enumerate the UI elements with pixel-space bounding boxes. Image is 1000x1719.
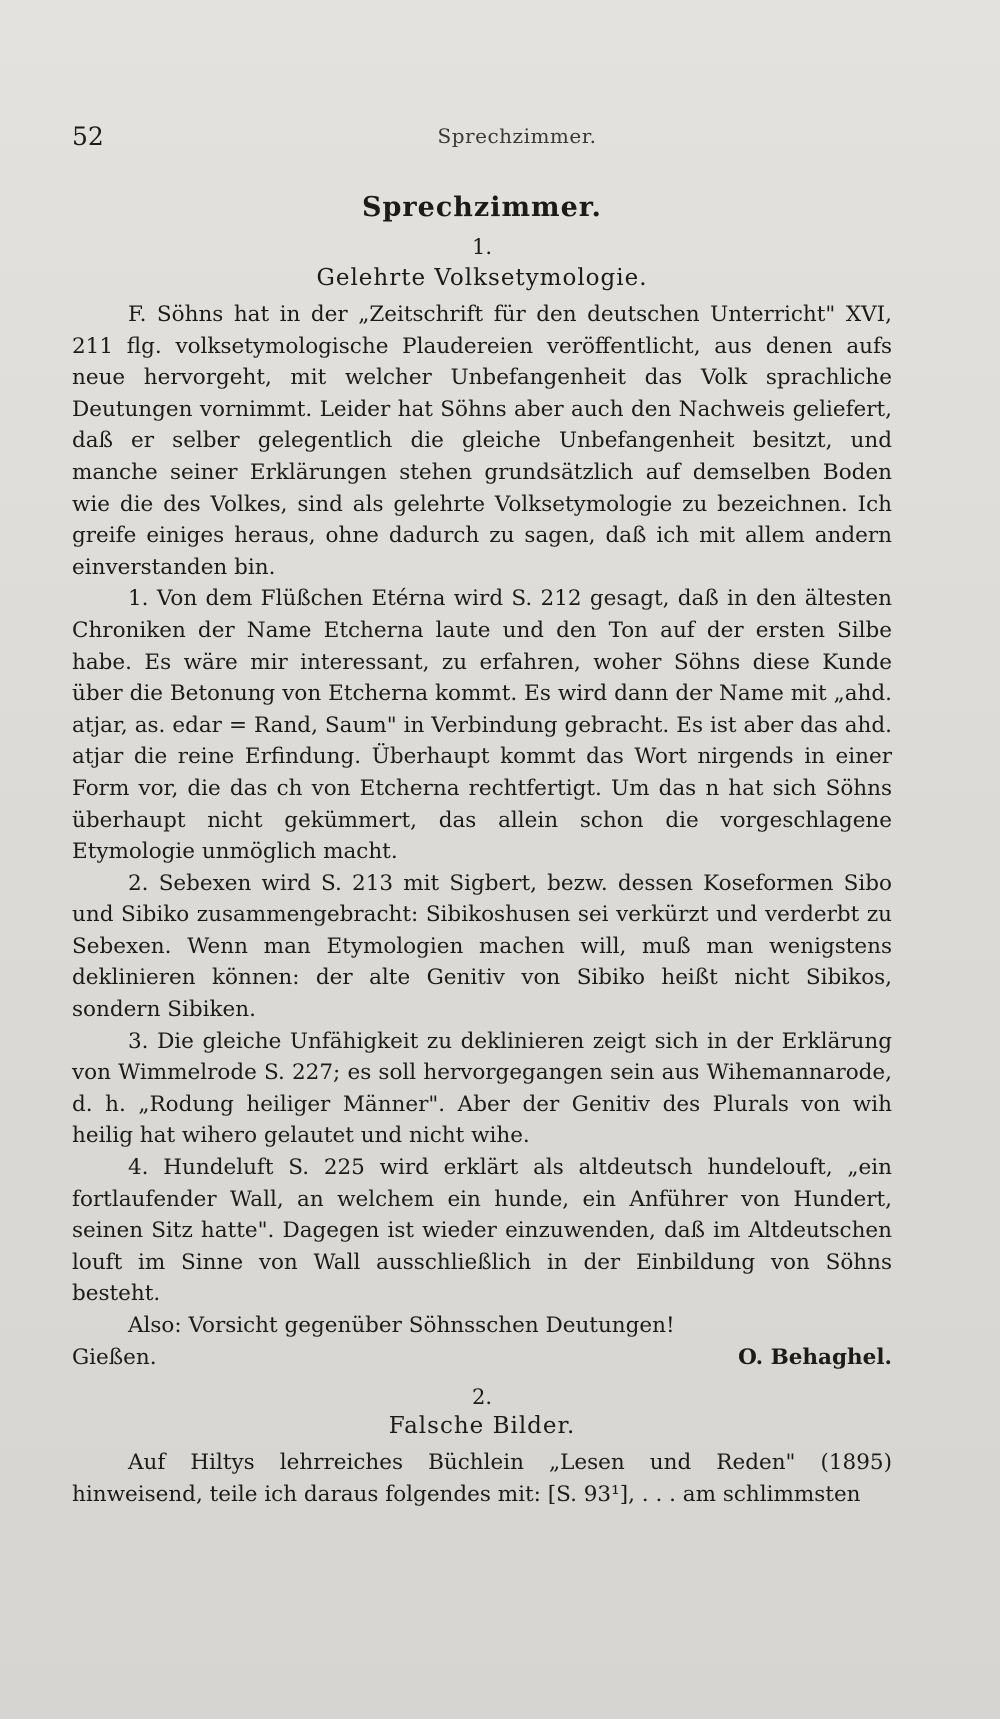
closing-line: Also: Vorsicht gegenüber Söhnsschen Deutungen!	[128, 1313, 675, 1338]
intro-paragraph: F. Söhns hat in der „Zeitschrift für den deutschen Unterricht" XVI, 211 flg. volksetymologische Plaudereien veröffentlicht, aus denen aufs neue hervorgeht, mit welcher Unbefangenheit das Volk sprachliche Deutungen vornimmt. Leider hat Söhns aber auch den Nachweis geliefert, daß er selber gelegentlich die gleiche Unbefangenheit besitzt, und manche seiner Erklärungen stehen grundsätzlich auf demselben Boden wie die des Volkes, sind als gelehrte Volksetymologie zu bezeichnen. Ich greife einiges heraus, ohne dadurch zu sagen, daß ich mit allem andern einverstanden bin.	[72, 302, 892, 580]
page-number: 52	[72, 122, 104, 151]
signature-place: Gießen.	[72, 1344, 157, 1370]
point-paragraph-2: 2. Sebexen wird S. 213 mit Sigbert, bezw. dessen Koseformen Sibo und Sibiko zusammengebracht: Sibikoshusen sei verkürzt und verderbt zu Sebexen. Wenn man Etymologien machen will, muß man wenigstens deklinieren können: der alte Genitiv von Sibiko heißt nicht Sibikos, sondern Sibiken.	[72, 870, 892, 1023]
page-header	[72, 122, 962, 154]
point-paragraph-1: 1. Von dem Flüßchen Etérna wird S. 212 gesagt, daß in den ältesten Chroniken der Name Etcherna laute und den Ton auf der ersten Silbe habe. Es wäre mir interessant, zu erfahren, woher Söhns diese Kunde über die Betonung von Etcherna kommt. Es wird dann der Name mit „ahd. atjar, as. edar = Rand, Saum" in Verbindung gebracht. Es ist aber das ahd. atjar die reine Erfindung. Überhaupt kommt das Wort nirgends in einer Form vor, die das ch von Etcherna rechtfertigt. Um das n hat sich Söhns überhaupt nicht gekümmert, das allein schon die vorgeschlagene Etymologie unmöglich macht.	[72, 586, 892, 865]
running-head: Sprechzimmer.	[437, 124, 597, 148]
item-title-1: Gelehrte Volksetymologie.	[316, 265, 648, 291]
signature-row	[72, 1342, 892, 1374]
signature-author: O. Behaghel.	[738, 1344, 892, 1370]
item-number-2: 2.	[471, 1385, 493, 1410]
item2-paragraph: Auf Hiltys lehrreiches Büchlein „Lesen und Reden" (1895) hinweisend, teile ich daraus folgendes mit: [S. 93¹], . . . am schlimmsten	[72, 1450, 892, 1507]
page-content	[72, 192, 892, 1510]
item-title-2: Falsche Bilder.	[388, 1413, 576, 1440]
point-paragraph-3: 3. Die gleiche Unfähigkeit zu deklinieren zeigt sich in der Erklärung von Wimmelrode S. 227; es soll hervorgegangen sein aus Wihemannarode, d. h. „Rodung heiliger Männer". Aber der Genitiv des Plurals von wih heilig hat wihero gelautet und nicht wihe.	[72, 1028, 892, 1149]
section-title: Sprechzimmer.	[362, 192, 602, 223]
point-paragraph-4: 4. Hundeluft S. 225 wird erklärt als altdeutsch hundelouft, „ein fortlaufender Wall, an welchem ein hunde, ein Anführer von Hundert, seinen Sitz hatte". Dagegen ist wieder einzuwenden, daß im Altdeutschen louft im Sinne von Wall ausschließlich in der Einbildung von Söhns besteht.	[72, 1155, 892, 1307]
item-number-1: 1.	[471, 235, 493, 259]
